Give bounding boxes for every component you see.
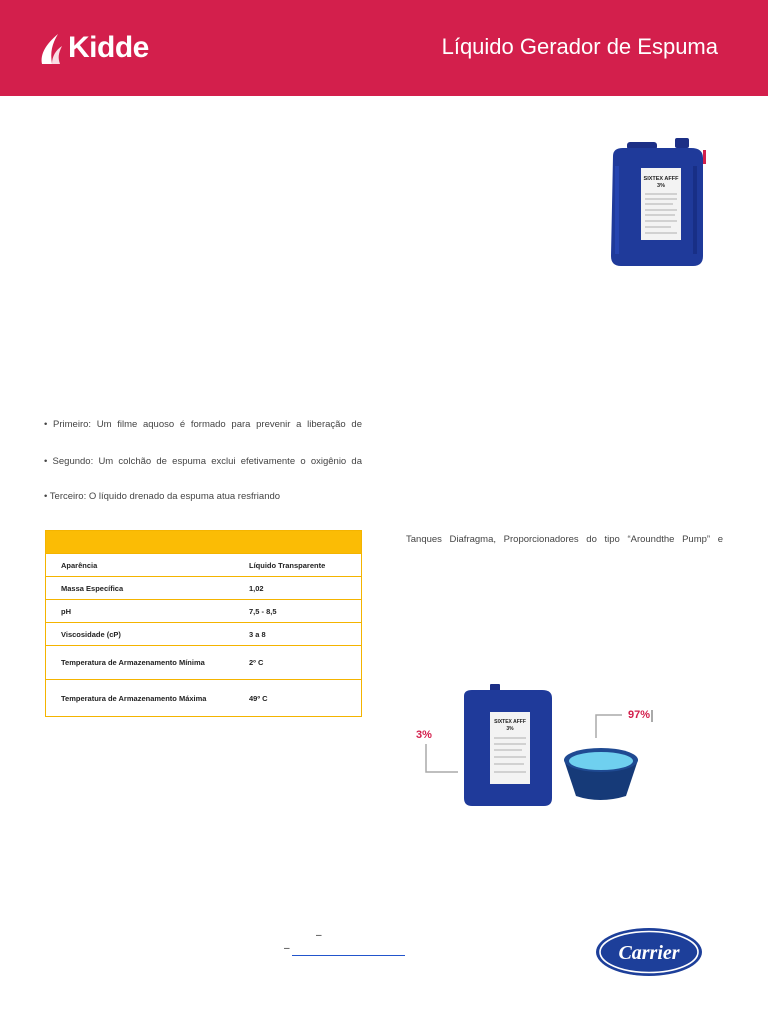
property-label: pH bbox=[61, 606, 71, 616]
property-label: Temperatura de Armazenamento Máxima bbox=[61, 693, 207, 703]
property-label: Viscosidade (cP) bbox=[61, 629, 121, 639]
property-label: Aparência bbox=[61, 560, 98, 570]
bullet-item: • Terceiro: O líquido drenado da espuma atua resfriando bbox=[44, 491, 281, 502]
jug-label-title: SIXTEX AFFF bbox=[494, 719, 526, 725]
concentrate-pct-label: 3% bbox=[416, 729, 432, 741]
table-row bbox=[46, 645, 361, 679]
header-bar bbox=[0, 0, 768, 96]
property-value: 49º C bbox=[249, 693, 268, 703]
concentrate-jug-icon bbox=[464, 684, 552, 806]
property-label: Massa Específica bbox=[61, 583, 124, 593]
property-value: Líquido Transparente bbox=[249, 560, 326, 570]
bullet-item: • Segundo: Um colchão de espuma exclui efetivamente o oxigênio da bbox=[44, 456, 362, 467]
equipment-text: Tanques Diafragma, Proporcionadores do tipo “Aroundthe Pump” e bbox=[406, 534, 723, 545]
jug-label-pct: 3% bbox=[657, 183, 665, 189]
proportion-diagram bbox=[410, 682, 660, 812]
bullet-item: • Primeiro: Um filme aquoso é formado para prevenir a liberação de bbox=[44, 419, 362, 430]
jug-label-title: SIXTEX AFFF bbox=[643, 176, 679, 182]
water-pct-label: 97% bbox=[628, 709, 651, 721]
carrier-logo[interactable] bbox=[594, 926, 704, 978]
footer-dash: – bbox=[316, 930, 322, 941]
carrier-logo-text: Carrier bbox=[618, 942, 680, 964]
table-row bbox=[46, 679, 361, 716]
table-row bbox=[46, 553, 361, 576]
footer-dash: – bbox=[284, 943, 290, 954]
property-label: Temperatura de Armazenamento Mínima bbox=[61, 658, 205, 667]
table-row bbox=[46, 576, 361, 599]
document-title: Líquido Gerador de Espuma bbox=[441, 34, 718, 59]
properties-table bbox=[45, 530, 362, 717]
jug-label-pct: 3% bbox=[506, 726, 514, 732]
table-row bbox=[46, 599, 361, 622]
water-basin-icon bbox=[564, 748, 638, 800]
kidde-flame-icon bbox=[38, 30, 64, 66]
kidde-logo[interactable] bbox=[38, 28, 149, 68]
footer-link-underline[interactable] bbox=[292, 955, 405, 956]
table-header-bar bbox=[46, 531, 361, 553]
table-row bbox=[46, 622, 361, 645]
property-value: 7,5 - 8,5 bbox=[249, 606, 277, 616]
property-value: 2º C bbox=[249, 658, 264, 667]
property-value: 3 a 8 bbox=[249, 629, 266, 639]
property-value: 1,02 bbox=[249, 583, 264, 593]
product-jug-image bbox=[607, 136, 707, 268]
brand-name: Kidde bbox=[68, 31, 149, 64]
